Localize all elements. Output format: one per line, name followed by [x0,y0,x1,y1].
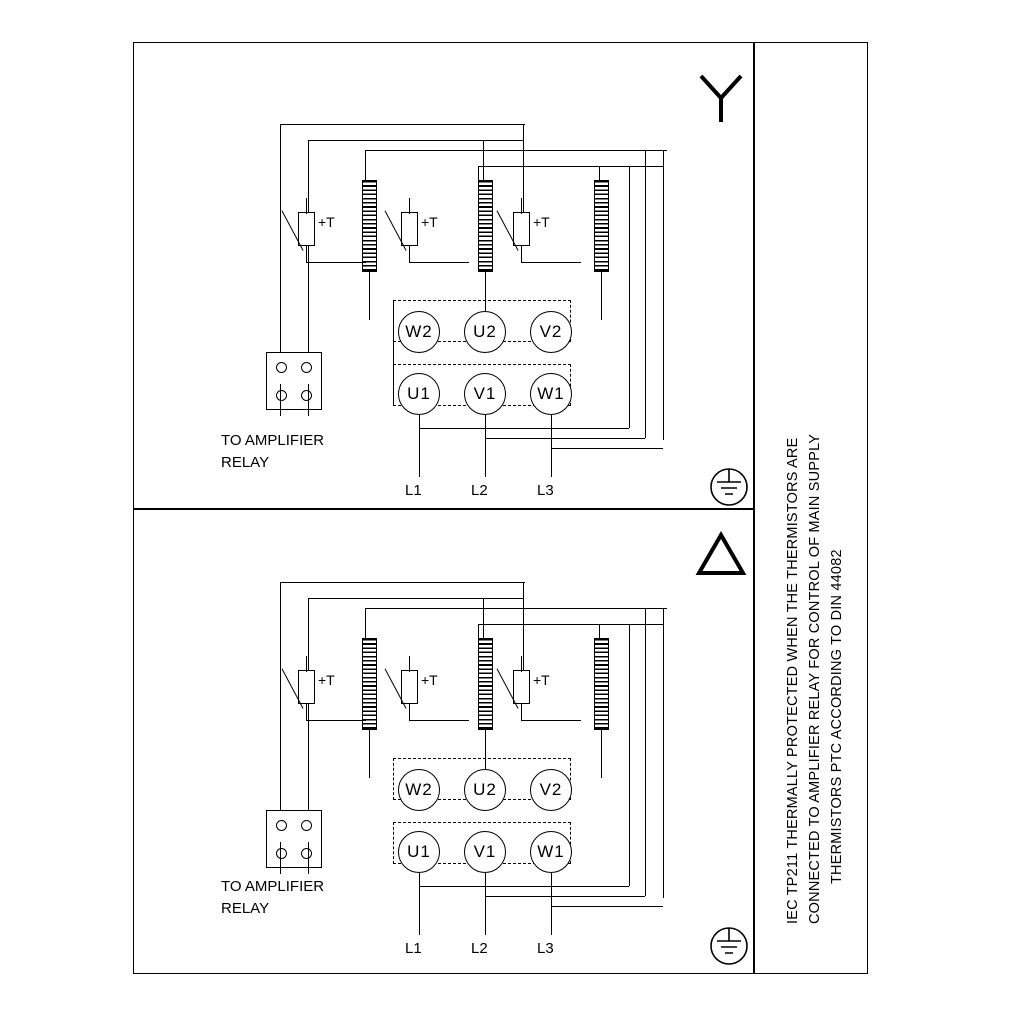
terminal-dot-1 [276,820,287,831]
supply-label-l1: L1 [405,482,422,499]
supply-label-l2: L2 [471,482,488,499]
thermistor-label-2: +T [421,214,438,230]
terminal-dot-4 [301,848,312,859]
winding-coil-2 [478,638,493,730]
panel-delta [133,509,754,975]
terminal-v2: V2 [530,769,572,811]
terminal-dot-2 [301,820,312,831]
thermistor-2 [401,670,418,704]
terminal-u1: U1 [398,831,440,873]
thermistor-label-1: +T [318,214,335,230]
note-line-3: THERMISTORS PTC ACCORDING TO DIN 44082 [829,549,845,884]
earth-symbol [703,462,755,508]
thermistor-3 [513,212,530,246]
terminal-w1: W1 [530,373,572,415]
winding-coil-3 [594,180,609,272]
terminal-v1: V1 [464,831,506,873]
note-line-1: IEC TP211 THERMALLY PROTECTED WHEN THE THERMISTORS ARE [785,437,801,924]
winding-coil-3 [594,638,609,730]
supply-label-l2: L2 [471,940,488,957]
terminal-dot-3 [276,848,287,859]
earth-symbol [703,921,755,967]
note-column [753,42,868,974]
terminal-w2: W2 [398,769,440,811]
supply-label-l1: L1 [405,940,422,957]
terminal-dot-3 [276,390,287,401]
delta-symbol [691,527,751,581]
winding-coil-1 [362,638,377,730]
wye-symbol [691,64,751,124]
terminal-u1: U1 [398,373,440,415]
amplifier-label-line1: TO AMPLIFIER [221,432,325,449]
thermistor-label-3: +T [533,672,550,688]
thermistor-label-2: +T [421,672,438,688]
amplifier-connector-block [266,810,322,868]
terminal-u2: U2 [464,311,506,353]
thermistor-2 [401,212,418,246]
amplifier-label-line2: RELAY [221,900,270,917]
winding-coil-1 [362,180,377,272]
panel-star [133,42,754,508]
thermistor-label-1: +T [318,672,335,688]
terminal-w1: W1 [530,831,572,873]
terminal-v1: V1 [464,373,506,415]
thermistor-1 [298,212,315,246]
winding-coil-2 [478,180,493,272]
supply-label-l3: L3 [537,482,554,499]
terminal-u2: U2 [464,769,506,811]
amplifier-label-line1: TO AMPLIFIER [221,878,325,895]
terminal-w2: W2 [398,311,440,353]
supply-label-l3: L3 [537,940,554,957]
thermistor-label-3: +T [533,214,550,230]
terminal-v2: V2 [530,311,572,353]
note-line-2: CONNECTED TO AMPLIFIER RELAY FOR CONTROL OF MAIN SUPPLY [807,433,823,924]
thermistor-1 [298,670,315,704]
terminal-dot-2 [301,362,312,373]
terminal-dot-1 [276,362,287,373]
amplifier-label-line2: RELAY [221,454,270,471]
thermistor-3 [513,670,530,704]
amplifier-connector-block [266,352,322,410]
terminal-dot-4 [301,390,312,401]
